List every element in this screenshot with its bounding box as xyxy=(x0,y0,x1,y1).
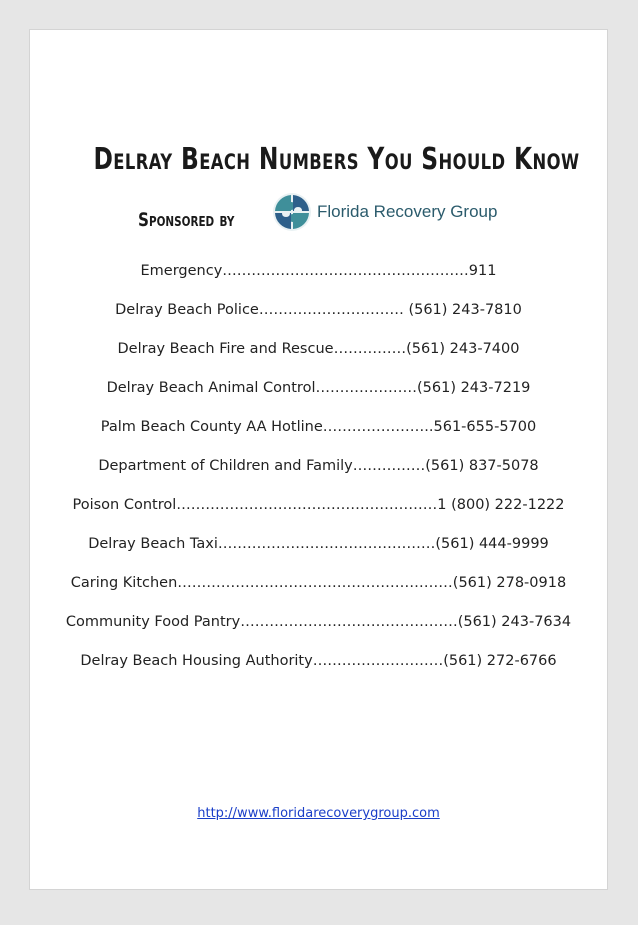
entry-number: 1 (800) 222-1222 xyxy=(437,497,565,513)
entry-name: Department of Children and Family xyxy=(98,458,353,474)
entry-number: (561) 278-0918 xyxy=(452,575,567,591)
document-page xyxy=(29,29,608,890)
logo-text: Florida Recovery Group xyxy=(317,202,498,221)
list-item xyxy=(30,416,607,455)
entry-leader: ………………….. xyxy=(322,419,434,435)
entry-name: Community Food Pantry xyxy=(65,614,241,630)
website-link[interactable]: http://www.floridarecoverygroup.com xyxy=(197,806,440,821)
list-item xyxy=(30,260,607,299)
entry-number: (561) 243-7219 xyxy=(416,380,531,396)
list-item xyxy=(30,299,607,338)
entry-leader: ………………………… xyxy=(258,302,409,318)
entry-leader: ……………………………………………… xyxy=(176,497,438,513)
entry-name: Delray Beach Taxi xyxy=(88,536,218,552)
entry-number: (561) 837-5078 xyxy=(425,458,539,474)
entry-leader: ………………………………………………… xyxy=(177,575,453,591)
entry-name: Delray Beach Animal Control xyxy=(106,380,316,396)
entry-name: Palm Beach County AA Hotline xyxy=(100,419,323,435)
list-item xyxy=(30,572,607,611)
entry-number: (561) 243-7810 xyxy=(408,302,522,318)
entry-number: (561) 243-7400 xyxy=(406,341,520,357)
entry-leader: ……………………………………… xyxy=(217,536,436,552)
list-item xyxy=(30,650,607,689)
entry-number: 911 xyxy=(468,263,497,279)
entry-leader: ……………………………………… xyxy=(240,614,458,630)
entry-name: Poison Control xyxy=(72,497,177,513)
entry-number: (561) 243-7634 xyxy=(457,614,572,630)
page-title: Delray Beach Numbers You Should Know xyxy=(93,142,580,177)
list-item xyxy=(30,611,607,650)
entry-number: (561) 444-9999 xyxy=(435,536,549,552)
list-item xyxy=(30,494,607,533)
list-item xyxy=(30,533,607,572)
entry-number: (561) 272-6766 xyxy=(443,653,557,669)
entry-leader: ………………… xyxy=(315,380,417,396)
list-item xyxy=(30,377,607,416)
entry-number: 561-655-5700 xyxy=(433,419,537,435)
sponsor-label: Sponsored by xyxy=(138,209,235,231)
entry-name: Delray Beach Police xyxy=(115,302,259,318)
entry-name: Caring Kitchen xyxy=(70,575,178,591)
entry-name: Delray Beach Housing Authority xyxy=(80,653,313,669)
entry-leader: …………… xyxy=(333,341,407,357)
entry-leader: …………… xyxy=(352,458,426,474)
entry-name: Delray Beach Fire and Rescue xyxy=(117,341,334,357)
list-item xyxy=(30,338,607,377)
puzzle-logo-icon xyxy=(271,191,313,233)
entry-name: Emergency xyxy=(140,263,223,279)
entry-leader: …………………………………………… xyxy=(222,263,469,279)
entry-leader: ……………………… xyxy=(312,653,444,669)
sponsor-logo xyxy=(271,191,497,233)
phone-number-list xyxy=(30,260,607,689)
list-item xyxy=(30,455,607,494)
sponsor-line xyxy=(138,193,497,233)
